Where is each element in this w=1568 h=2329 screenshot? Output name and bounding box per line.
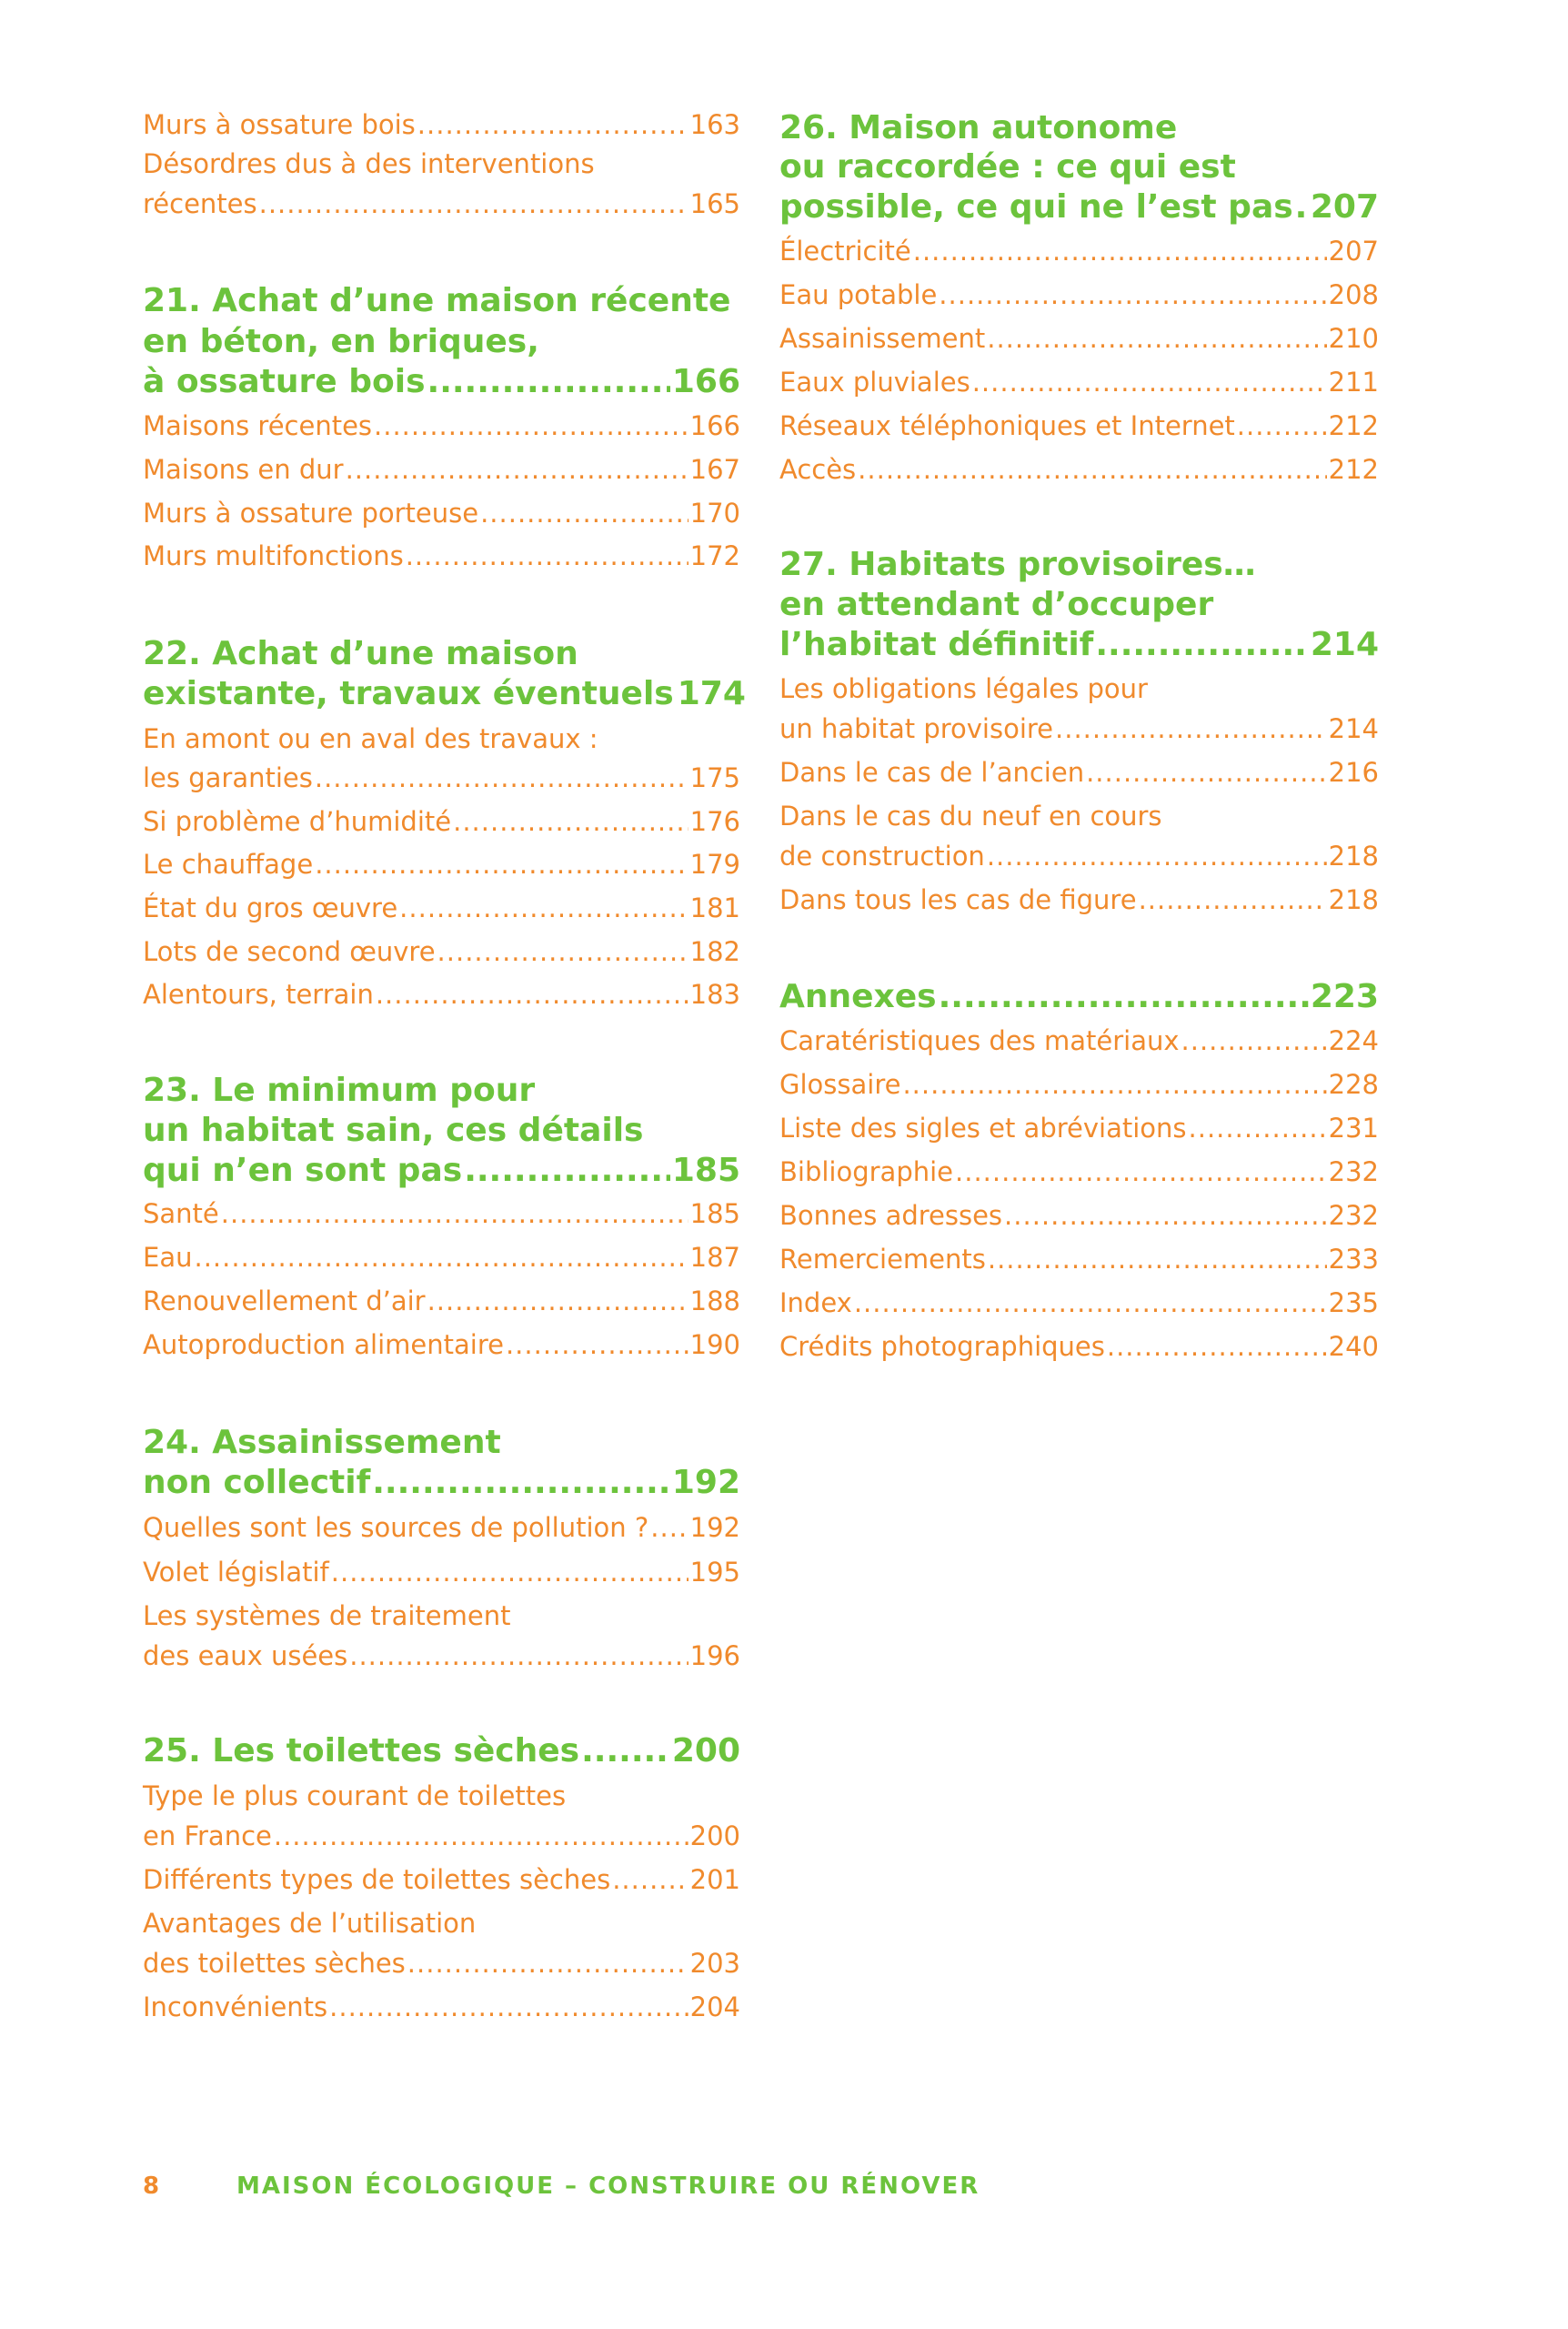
toc-entry [143,936,740,967]
dot-leader [427,363,670,400]
entry-title: Murs multifonctions [143,540,404,571]
chapter-title: 21. Achat d’une maison récente [143,282,731,319]
toc-entry [779,323,1379,354]
dot-leader [1295,188,1309,226]
dot-leader [376,979,689,1010]
dot-leader [399,892,688,923]
dot-leader [437,936,689,967]
dot-leader [1189,1113,1327,1144]
dot-leader [346,454,689,485]
page-ref: 167 [689,454,740,485]
page-ref: 207 [1310,188,1379,226]
entry-title: un habitat provisoire [779,713,1054,744]
page-footer [143,2173,980,2200]
dot-leader [858,454,1326,485]
toc-chapter-heading [143,1732,740,1769]
entry-title: des eaux usées [143,1640,348,1671]
toc-chapter-heading [143,1424,740,1461]
page-ref: 235 [1328,1287,1379,1318]
page-number: 8 [143,2173,162,2200]
dot-leader [480,498,689,529]
dot-leader [939,279,1326,310]
page-ref: 218 [1328,884,1379,915]
entry-title: de construction [779,841,985,872]
dot-leader [194,1242,688,1273]
page-ref: 231 [1328,1113,1379,1144]
entry-title: Eau potable [779,279,938,310]
dot-leader [374,410,689,441]
dot-leader [372,1464,670,1501]
entry-title: Eaux pluviales [779,367,970,398]
page-ref: 181 [689,892,740,923]
toc-entry [143,1242,740,1273]
entry-title: Dans le cas de l’ancien [779,757,1085,788]
toc-chapter-heading [779,586,1379,623]
dot-leader [506,1329,689,1360]
dot-leader [315,762,689,793]
page-ref: 228 [1328,1069,1379,1100]
entry-title: Lots de second œuvre [143,936,436,967]
entry-title: Renouvellement d’air [143,1285,426,1316]
page-ref: 182 [689,936,740,967]
toc-chapter-heading [143,1112,740,1149]
toc-entry [779,673,1379,704]
entry-title: Électricité [779,236,911,267]
page-ref: 233 [1328,1244,1379,1275]
dot-leader [650,1512,688,1543]
toc-entry [143,148,740,179]
toc-chapter-heading [143,1072,740,1109]
chapter-title: 24. Assainissement [143,1424,501,1461]
page-ref: 203 [689,1948,740,1979]
page-ref: 214 [1328,713,1379,744]
dot-leader [902,1069,1326,1100]
dot-leader [221,1198,689,1229]
page-ref: 188 [689,1285,740,1316]
entry-title: Type le plus courant de toilettes [143,1780,567,1811]
toc-entry [143,188,740,219]
toc-entry [143,1557,740,1588]
page-ref: 200 [689,1820,740,1851]
toc-entry [779,1244,1379,1275]
entry-title: Santé [143,1198,219,1229]
entry-title: Eau [143,1242,193,1273]
toc-entry [143,979,740,1010]
entry-title: Quelles sont les sources de pollution ? [143,1512,649,1543]
toc-entry [779,801,1379,832]
toc-entry [779,1025,1379,1056]
dot-leader [315,849,688,880]
toc-entry [779,1069,1379,1100]
dot-leader [406,540,689,571]
page-ref: 240 [1328,1331,1379,1362]
toc-chapter-heading [143,635,740,672]
page-ref: 183 [689,979,740,1010]
entry-title: Réseaux téléphoniques et Internet [779,410,1235,441]
page-ref: 212 [1328,410,1379,441]
entry-title: des toilettes sèches [143,1948,406,1979]
page-ref: 179 [689,849,740,880]
toc-entry [779,713,1379,744]
chapter-title: non collectif [143,1464,371,1501]
dot-leader [988,1244,1327,1275]
toc-chapter-heading [779,188,1379,226]
page-ref: 200 [671,1732,740,1769]
toc-chapter-heading [779,109,1379,146]
page-ref: 175 [689,762,740,793]
entry-title: État du gros œuvre [143,892,398,923]
toc-entry [779,884,1379,915]
toc-entry [143,454,740,485]
toc-chapter-heading [779,546,1379,583]
toc-entry [143,723,740,754]
chapter-title: 26. Maison autonome [779,109,1178,146]
page-ref: 172 [689,540,740,571]
entry-title: Maisons récentes [143,410,373,441]
toc-entry [143,849,740,880]
dot-leader [1086,757,1327,788]
page-ref: 176 [689,806,740,837]
toc-entry [143,498,740,529]
entry-title: Autoproduction alimentaire [143,1329,504,1360]
toc-entry [143,540,740,571]
toc-entry [143,1820,740,1851]
toc-entry [143,410,740,441]
toc-entry [143,1198,740,1229]
entry-title: Crédits photographiques [779,1331,1105,1362]
page-ref: 166 [689,410,740,441]
page-ref: 170 [689,498,740,529]
toc-entry [143,1640,740,1671]
page-ref: 195 [689,1557,740,1588]
dot-leader [427,1285,689,1316]
chapter-title: 27. Habitats provisoires… [779,546,1256,583]
chapter-title: en attendant d’occuper [779,586,1214,623]
toc-entry [779,1156,1379,1187]
dot-leader [987,841,1327,872]
toc-entry [143,806,740,837]
dot-leader [1139,884,1327,915]
toc-entry [143,1285,740,1316]
entry-title: Accès [779,454,857,485]
page-ref: 190 [689,1329,740,1360]
page-ref: 185 [671,1152,740,1189]
book-title: MAISON ÉCOLOGIQUE – CONSTRUIRE OU RÉNOVER [236,2173,980,2200]
chapter-title: à ossature bois [143,363,426,400]
page-ref: 174 [677,675,746,712]
entry-title: Dans le cas du neuf en cours [779,801,1162,832]
chapter-title: un habitat sain, ces détails [143,1112,644,1149]
page-ref: 165 [689,188,740,219]
toc-chapter-heading [143,1152,740,1189]
entry-title: Liste des sigles et abréviations [779,1113,1187,1144]
toc-chapter-heading [143,363,740,400]
toc-chapter-heading [143,1464,740,1501]
page-ref: 218 [1328,841,1379,872]
page-ref: 212 [1328,454,1379,485]
dot-leader [407,1948,689,1979]
entry-title: Murs à ossature bois [143,109,416,140]
chapter-title: 25. Les toilettes sèches [143,1732,580,1769]
dot-leader [854,1287,1327,1318]
page-ref: 187 [689,1242,740,1273]
toc-entry [779,1331,1379,1362]
toc-entry [143,1512,740,1543]
toc-entry [143,1600,740,1631]
toc-entry [779,1200,1379,1231]
entry-title: Murs à ossature porteuse [143,498,479,529]
entry-title: Index [779,1287,852,1318]
dot-leader [939,978,1309,1015]
chapter-title: qui n’en sont pas [143,1152,463,1189]
entry-title: Glossaire [779,1069,901,1100]
page-ref: 207 [1328,236,1379,267]
entry-title: Si problème d’humidité [143,806,452,837]
chapter-title: en béton, en briques, [143,323,539,360]
toc-entry [143,1948,740,1979]
entry-title: En amont ou en aval des travaux : [143,723,598,754]
toc-entry [779,279,1379,310]
dot-leader [581,1732,670,1769]
chapter-title: 23. Le minimum pour [143,1072,536,1109]
toc-entry [143,892,740,923]
page-ref: 204 [689,1991,740,2022]
entry-title: Différents types de toilettes sèches [143,1864,611,1895]
entry-title: Désordres dus à des interventions [143,148,595,179]
toc-entry [779,236,1379,267]
toc-entry [779,757,1379,788]
page-ref: 208 [1328,279,1379,310]
page-ref: 201 [689,1864,740,1895]
page-ref: 166 [671,363,740,400]
toc-chapter-heading [143,675,746,712]
entry-title: Dans tous les cas de figure [779,884,1137,915]
entry-title: les garanties [143,762,313,793]
toc-chapter-heading [779,148,1379,186]
toc-entry [143,1329,740,1360]
entry-title: Les obligations légales pour [779,673,1148,704]
dot-leader [349,1640,688,1671]
entry-title: Bibliographie [779,1156,954,1187]
entry-title: Assainissement [779,323,986,354]
chapter-title: Annexes [779,978,937,1015]
toc-chapter-heading [779,626,1379,663]
page-ref: 216 [1328,757,1379,788]
toc-entry [779,1113,1379,1144]
toc-entry [143,1908,740,1939]
toc-entry [143,1864,740,1895]
chapter-title: l’habitat définitif [779,626,1094,663]
page-ref: 192 [689,1512,740,1543]
entry-title: Avantages de l’utilisation [143,1908,477,1939]
toc-entry [143,1991,740,2022]
page-ref: 223 [1310,978,1379,1015]
toc-entry [779,1287,1379,1318]
toc-chapter-heading [143,323,740,360]
dot-leader [987,323,1326,354]
dot-leader [913,236,1327,267]
chapter-title: 22. Achat d’une maison [143,635,578,672]
chapter-title: existante, travaux éventuels [143,675,674,712]
entry-title: Alentours, terrain [143,979,374,1010]
entry-title: Volet législatif [143,1557,329,1588]
entry-title: Maisons en dur [143,454,344,485]
entry-title: Remerciements [779,1244,986,1275]
page-ref: 224 [1328,1025,1379,1056]
dot-leader [1181,1025,1327,1056]
dot-leader [453,806,689,837]
dot-leader [1055,713,1327,744]
dot-leader [329,1991,688,2022]
dot-leader [612,1864,688,1895]
entry-title: Le chauffage [143,849,314,880]
page-ref: 232 [1328,1156,1379,1187]
toc-entry [143,1780,740,1811]
dot-leader [1237,410,1327,441]
page-ref: 214 [1310,626,1379,663]
toc-chapter-heading [779,978,1379,1015]
page-ref: 232 [1328,1200,1379,1231]
entry-title: Inconvénients [143,1991,328,2022]
dot-leader [1095,626,1309,663]
page-ref: 185 [689,1198,740,1229]
page-ref: 192 [671,1464,740,1501]
dot-leader [331,1557,689,1588]
dot-leader [1107,1331,1327,1362]
entry-title: Les systèmes de traitement [143,1600,511,1631]
dot-leader [274,1820,689,1851]
chapter-title: possible, ce qui ne l’est pas [779,188,1293,226]
page-ref: 210 [1328,323,1379,354]
dot-leader [955,1156,1327,1187]
toc-entry [143,762,740,793]
entry-title: récentes [143,188,257,219]
toc-entry [143,109,740,140]
page-ref: 196 [689,1640,740,1671]
toc-chapter-heading [143,282,740,319]
dot-leader [972,367,1327,398]
dot-leader [259,188,689,219]
toc-entry [779,410,1379,441]
toc-entry [779,841,1379,872]
page-ref: 163 [689,109,740,140]
toc-entry [779,454,1379,485]
dot-leader [1004,1200,1327,1231]
dot-leader [464,1152,670,1189]
chapter-title: ou raccordée : ce qui est [779,148,1236,186]
page-ref: 211 [1328,367,1379,398]
entry-title: Caratéristiques des matériaux [779,1025,1180,1056]
entry-title: Bonnes adresses [779,1200,1003,1231]
entry-title: en France [143,1820,272,1851]
dot-leader [417,109,689,140]
toc-entry [779,367,1379,398]
